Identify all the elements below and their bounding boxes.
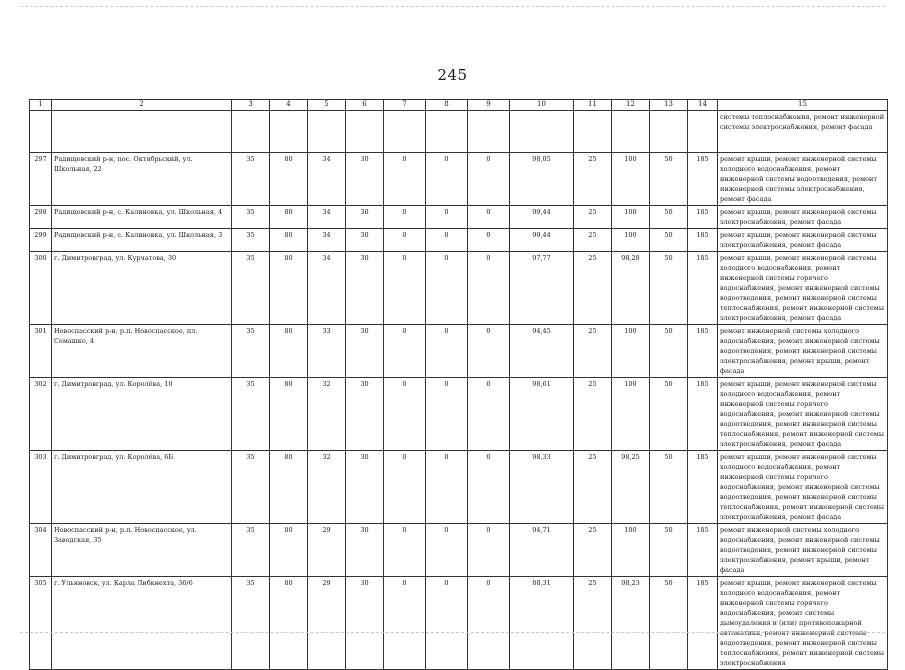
col-8: 0 [426, 451, 468, 524]
col-11: 25 [574, 378, 612, 451]
col-5: 32 [308, 451, 346, 524]
col-8: 0 [426, 378, 468, 451]
col-11: 25 [574, 229, 612, 252]
address: г. Ульяновск, ул. Карла Либкнехта, 36/6 [52, 577, 232, 670]
col-10: 98,61 [510, 378, 574, 451]
col-9: 0 [468, 206, 510, 229]
address: Новоспасский р-н, р.п. Новоспасское, пл. Семашко, 4 [52, 325, 232, 378]
col-5: 32 [308, 378, 346, 451]
column-header: 6 [346, 100, 384, 111]
column-header: 3 [232, 100, 270, 111]
address: Радищевский р-н, пос. Октябрьский, ул. Школьная, 22 [52, 153, 232, 206]
col-8: 0 [426, 206, 468, 229]
col-3: 35 [232, 577, 270, 670]
column-header: 4 [270, 100, 308, 111]
col-3: 35 [232, 524, 270, 577]
address: Радищевский р-н, с. Калиновка, ул. Школьная, 3 [52, 229, 232, 252]
table-row [30, 325, 888, 378]
column-header: 1 [30, 100, 52, 111]
col-9: 0 [468, 524, 510, 577]
col-13: 50 [650, 206, 688, 229]
col-13: 50 [650, 378, 688, 451]
col-14: 185 [688, 378, 718, 451]
column-header: 13 [650, 100, 688, 111]
col-7: 0 [384, 206, 426, 229]
col-6: 30 [346, 229, 384, 252]
row-number: 302 [30, 378, 52, 451]
col-11: 25 [574, 153, 612, 206]
repair-register-table [29, 99, 888, 670]
col-5: 34 [308, 229, 346, 252]
col-13: 50 [650, 153, 688, 206]
column-header: 11 [574, 100, 612, 111]
col-4: 80 [270, 378, 308, 451]
work-description: ремонт крыши, ремонт инженерной системы холодного водоснабжения, ремонт инженерной системы горячего водоснабжения, ремонт системы дымоудаления и (или) противопожарной автоматики, ремонт инженерной системы водоотведения, ремонт инженерной системы теплоснабжения, ремонт инженерной системы электроснабжения [718, 577, 888, 670]
col-5: 29 [308, 524, 346, 577]
col-12: 98,25 [612, 451, 650, 524]
col-3: 35 [232, 252, 270, 325]
table-row [30, 252, 888, 325]
col-7: 0 [384, 378, 426, 451]
col-10: 94,71 [510, 524, 574, 577]
col-12: 100 [612, 153, 650, 206]
col-3: 35 [232, 378, 270, 451]
col-14: 185 [688, 325, 718, 378]
col-13: 50 [650, 451, 688, 524]
col-9: 0 [468, 451, 510, 524]
table-row [30, 229, 888, 252]
col-11: 25 [574, 451, 612, 524]
col-14: 185 [688, 206, 718, 229]
col-8: 0 [426, 524, 468, 577]
col-7: 0 [384, 451, 426, 524]
work-description: ремонт крыши, ремонт инженерной системы холодного водоснабжения, ремонт инженерной системы горячего водоснабжения, ремонт инженерной системы водоотведения, ремонт инженерной системы теплоснабжения, ремонт инженерной системы электроснабжения, ремонт фасада [718, 451, 888, 524]
table-row [30, 524, 888, 577]
col-13: 50 [650, 524, 688, 577]
row-number: 301 [30, 325, 52, 378]
column-header: 7 [384, 100, 426, 111]
col-5: 34 [308, 252, 346, 325]
col-10: 99,44 [510, 229, 574, 252]
col-9: 0 [468, 153, 510, 206]
col-11: 25 [574, 524, 612, 577]
table-row [30, 153, 888, 206]
col-8: 0 [426, 252, 468, 325]
col-14: 185 [688, 229, 718, 252]
col-11: 25 [574, 577, 612, 670]
work-description: ремонт инженерной системы холодного водоснабжения, ремонт инженерной системы водоотведения, ремонт инженерной системы электроснабжения, ремонт крыши, ремонт фасада [718, 524, 888, 577]
work-description: ремонт крыши, ремонт инженерной системы электроснабжения, ремонт фасада [718, 229, 888, 252]
col-7: 0 [384, 325, 426, 378]
col-9: 0 [468, 252, 510, 325]
row-number: 299 [30, 229, 52, 252]
table-row [30, 378, 888, 451]
col-6: 30 [346, 153, 384, 206]
col-10: 98,33 [510, 451, 574, 524]
row-number: 303 [30, 451, 52, 524]
row-number: 297 [30, 153, 52, 206]
col-12: 100 [612, 229, 650, 252]
address: г. Димитровград, ул. Королёва, 10 [52, 378, 232, 451]
col-3: 35 [232, 206, 270, 229]
col-5: 34 [308, 153, 346, 206]
col-9: 0 [468, 577, 510, 670]
address: г. Димитровград, ул. Королёва, 6Б [52, 451, 232, 524]
col-14: 185 [688, 153, 718, 206]
continuation-row [30, 111, 888, 153]
col-6: 30 [346, 252, 384, 325]
col-8: 0 [426, 229, 468, 252]
column-header: 15 [718, 100, 888, 111]
col-13: 50 [650, 252, 688, 325]
col-4: 80 [270, 577, 308, 670]
col-13: 50 [650, 577, 688, 670]
col-6: 30 [346, 325, 384, 378]
work-description: ремонт крыши, ремонт инженерной системы холодного водоснабжения, ремонт инженерной системы горячего водоснабжения, ремонт инженерной системы водоотведения, ремонт инженерной системы теплоснабжения, ремонт инженерной системы электроснабжения, ремонт фасада [718, 252, 888, 325]
col-6: 30 [346, 206, 384, 229]
col-10: 94,45 [510, 325, 574, 378]
col-12: 100 [612, 524, 650, 577]
col-14: 185 [688, 451, 718, 524]
col-6: 30 [346, 577, 384, 670]
column-header: 9 [468, 100, 510, 111]
col-3: 35 [232, 451, 270, 524]
col-10: 98,05 [510, 153, 574, 206]
column-header: 2 [52, 100, 232, 111]
col-3: 35 [232, 153, 270, 206]
col-4: 80 [270, 153, 308, 206]
col-9: 0 [468, 229, 510, 252]
address: Радищевский р-н, с. Калиновка, ул. Школьная, 4 [52, 206, 232, 229]
table-row [30, 577, 888, 670]
address: Новоспасский р-н, р.п. Новоспасское, ул. Заводская, 35 [52, 524, 232, 577]
col-4: 80 [270, 252, 308, 325]
col-7: 0 [384, 577, 426, 670]
col-3: 35 [232, 325, 270, 378]
col-12: 100 [612, 325, 650, 378]
column-header: 5 [308, 100, 346, 111]
col-3: 35 [232, 229, 270, 252]
col-13: 50 [650, 229, 688, 252]
row-number: 304 [30, 524, 52, 577]
column-header: 12 [612, 100, 650, 111]
col-4: 80 [270, 229, 308, 252]
col-11: 25 [574, 206, 612, 229]
col-10: 99,44 [510, 206, 574, 229]
page-number: 245 [437, 66, 468, 84]
col-10: 88,31 [510, 577, 574, 670]
col-12: 98,28 [612, 252, 650, 325]
column-header: 10 [510, 100, 574, 111]
work-description: ремонт крыши, ремонт инженерной системы электроснабжения, ремонт фасада [718, 206, 888, 229]
col-14: 185 [688, 577, 718, 670]
col-5: 33 [308, 325, 346, 378]
column-header: 8 [426, 100, 468, 111]
work-description: ремонт крыши, ремонт инженерной системы холодного водоснабжения, ремонт инженерной системы водоотведения, ремонт инженерной системы электроснабжения, ремонт фасада [718, 153, 888, 206]
col-7: 0 [384, 524, 426, 577]
row-number: 305 [30, 577, 52, 670]
work-description: системы теплоснабжения, ремонт инженерной системы электроснабжения, ремонт фасада [718, 111, 888, 153]
col-4: 80 [270, 206, 308, 229]
col-12: 100 [612, 206, 650, 229]
col-8: 0 [426, 325, 468, 378]
col-5: 34 [308, 206, 346, 229]
col-14: 185 [688, 524, 718, 577]
col-13: 50 [650, 325, 688, 378]
col-12: 100 [612, 378, 650, 451]
col-9: 0 [468, 378, 510, 451]
scan-edge-top [20, 6, 885, 7]
col-6: 30 [346, 524, 384, 577]
col-7: 0 [384, 229, 426, 252]
table-row [30, 451, 888, 524]
table-row [30, 206, 888, 229]
col-4: 80 [270, 325, 308, 378]
col-6: 30 [346, 378, 384, 451]
row-number: 298 [30, 206, 52, 229]
column-number-row [30, 100, 888, 111]
col-4: 80 [270, 524, 308, 577]
col-10: 97,77 [510, 252, 574, 325]
col-11: 25 [574, 252, 612, 325]
col-5: 29 [308, 577, 346, 670]
work-description: ремонт инженерной системы холодного водоснабжения, ремонт инженерной системы водоотведения, ремонт инженерной системы электроснабжения, ремонт крыши, ремонт фасада [718, 325, 888, 378]
row-number: 300 [30, 252, 52, 325]
column-header: 14 [688, 100, 718, 111]
col-4: 80 [270, 451, 308, 524]
scan-edge-bottom [20, 632, 885, 633]
col-12: 98,23 [612, 577, 650, 670]
work-description: ремонт крыши, ремонт инженерной системы холодного водоснабжения, ремонт инженерной системы горячего водоснабжения, ремонт инженерной системы водоотведения, ремонт инженерной системы теплоснабжения, ремонт инженерной системы электроснабжения, ремонт фасада [718, 378, 888, 451]
col-11: 25 [574, 325, 612, 378]
address: г. Димитровград, ул. Курчатова, 30 [52, 252, 232, 325]
col-8: 0 [426, 153, 468, 206]
col-7: 0 [384, 252, 426, 325]
col-7: 0 [384, 153, 426, 206]
col-9: 0 [468, 325, 510, 378]
col-6: 30 [346, 451, 384, 524]
col-14: 185 [688, 252, 718, 325]
col-8: 0 [426, 577, 468, 670]
